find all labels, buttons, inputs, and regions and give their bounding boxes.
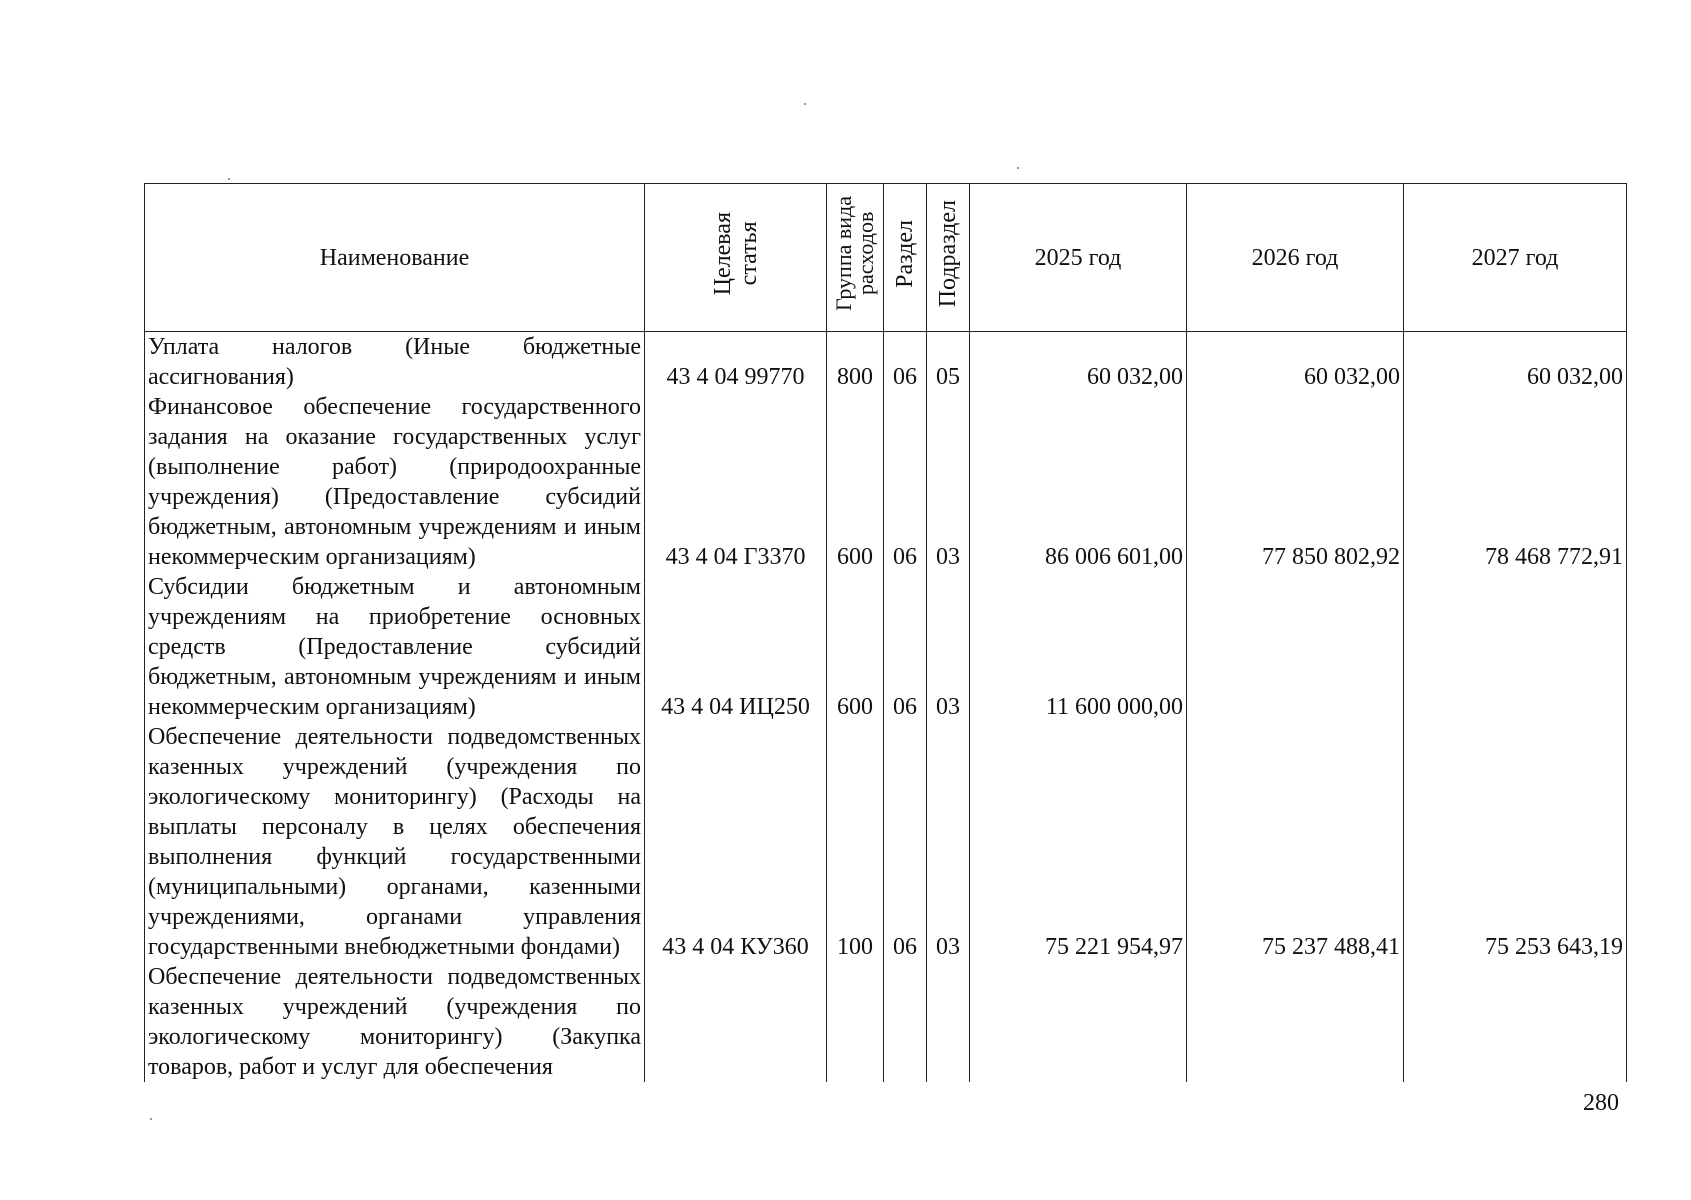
row-amount-2026: 75 237 488,41 bbox=[1187, 722, 1404, 962]
header-year-2026: 2026 год bbox=[1187, 184, 1404, 332]
row-section: 06 bbox=[884, 332, 927, 393]
scan-speck bbox=[804, 103, 806, 105]
row-amount-2027: 78 468 772,91 bbox=[1404, 392, 1627, 572]
page-number: 280 bbox=[1583, 1090, 1619, 1116]
header-expense-group: Группа вида расходов bbox=[827, 184, 884, 332]
scan-speck bbox=[228, 178, 230, 180]
scan-speck bbox=[150, 1118, 152, 1120]
row-subsection bbox=[927, 962, 970, 1082]
row-expense-group: 800 bbox=[827, 332, 884, 393]
row-target-article: 43 4 04 99770 bbox=[645, 332, 827, 393]
row-target-article: 43 4 04 ИЦ250 bbox=[645, 572, 827, 722]
header-name: Наименование bbox=[145, 184, 645, 332]
row-subsection: 03 bbox=[927, 722, 970, 962]
row-expense-group: 600 bbox=[827, 572, 884, 722]
row-amount-2027: 60 032,00 bbox=[1404, 332, 1627, 393]
row-name: Обеспечение деятельности подведомственных казенных учреждений (учреждения по экологическому мониторингу) (Расходы на выплаты персоналу в целях обеспечения выполнения функций государственными (муниципальными) органами, казенными учреждениями, органами управления государственными внебюджетными фондами) bbox=[145, 722, 645, 962]
header-year-2025: 2025 год bbox=[970, 184, 1187, 332]
row-subsection: 03 bbox=[927, 572, 970, 722]
row-amount-2026: 60 032,00 bbox=[1187, 332, 1404, 393]
row-amount-2025: 60 032,00 bbox=[970, 332, 1187, 393]
row-expense-group: 100 bbox=[827, 722, 884, 962]
row-name: Обеспечение деятельности подведомственных казенных учреждений (учреждения по экологическому мониторингу) (Закупка товаров, работ и услуг для обеспечения bbox=[145, 962, 645, 1082]
row-target-article bbox=[645, 962, 827, 1082]
header-subsection: Подраздел bbox=[927, 184, 970, 332]
scan-speck bbox=[1017, 167, 1019, 169]
row-amount-2027 bbox=[1404, 572, 1627, 722]
row-section bbox=[884, 962, 927, 1082]
row-amount-2026 bbox=[1187, 962, 1404, 1082]
row-amount-2025: 11 600 000,00 bbox=[970, 572, 1187, 722]
header-section: Раздел bbox=[884, 184, 927, 332]
row-section: 06 bbox=[884, 572, 927, 722]
row-target-article: 43 4 04 Г3370 bbox=[645, 392, 827, 572]
row-name: Финансовое обеспечение государственного задания на оказание государственных услуг (выполнение работ) (природоохранные учреждения) (Предоставление субсидий бюджетным, автономным учреждениям и иным некоммерческим организациям) bbox=[145, 392, 645, 572]
row-name: Субсидии бюджетным и автономным учреждениям на приобретение основных средств (Предоставление субсидий бюджетным, автономным учреждениям и иным некоммерческим организациям) bbox=[145, 572, 645, 722]
row-subsection: 05 bbox=[927, 332, 970, 393]
row-section: 06 bbox=[884, 392, 927, 572]
header-target-article: Целевая статья bbox=[645, 184, 827, 332]
row-amount-2025: 86 006 601,00 bbox=[970, 392, 1187, 572]
row-expense-group bbox=[827, 962, 884, 1082]
table-row bbox=[145, 572, 1627, 722]
row-amount-2027 bbox=[1404, 962, 1627, 1082]
row-section: 06 bbox=[884, 722, 927, 962]
row-amount-2025: 75 221 954,97 bbox=[970, 722, 1187, 962]
header-row bbox=[145, 184, 1627, 332]
row-amount-2026: 77 850 802,92 bbox=[1187, 392, 1404, 572]
budget-table bbox=[144, 183, 1627, 1082]
table-row bbox=[145, 722, 1627, 962]
row-subsection: 03 bbox=[927, 392, 970, 572]
table-row bbox=[145, 392, 1627, 572]
row-amount-2026 bbox=[1187, 572, 1404, 722]
row-name: Уплата налогов (Иные бюджетные ассигнования) bbox=[145, 332, 645, 393]
header-year-2027: 2027 год bbox=[1404, 184, 1627, 332]
row-amount-2025 bbox=[970, 962, 1187, 1082]
table-row bbox=[145, 332, 1627, 393]
row-target-article: 43 4 04 КУ360 bbox=[645, 722, 827, 962]
row-amount-2027: 75 253 643,19 bbox=[1404, 722, 1627, 962]
row-expense-group: 600 bbox=[827, 392, 884, 572]
table-row bbox=[145, 962, 1627, 1082]
